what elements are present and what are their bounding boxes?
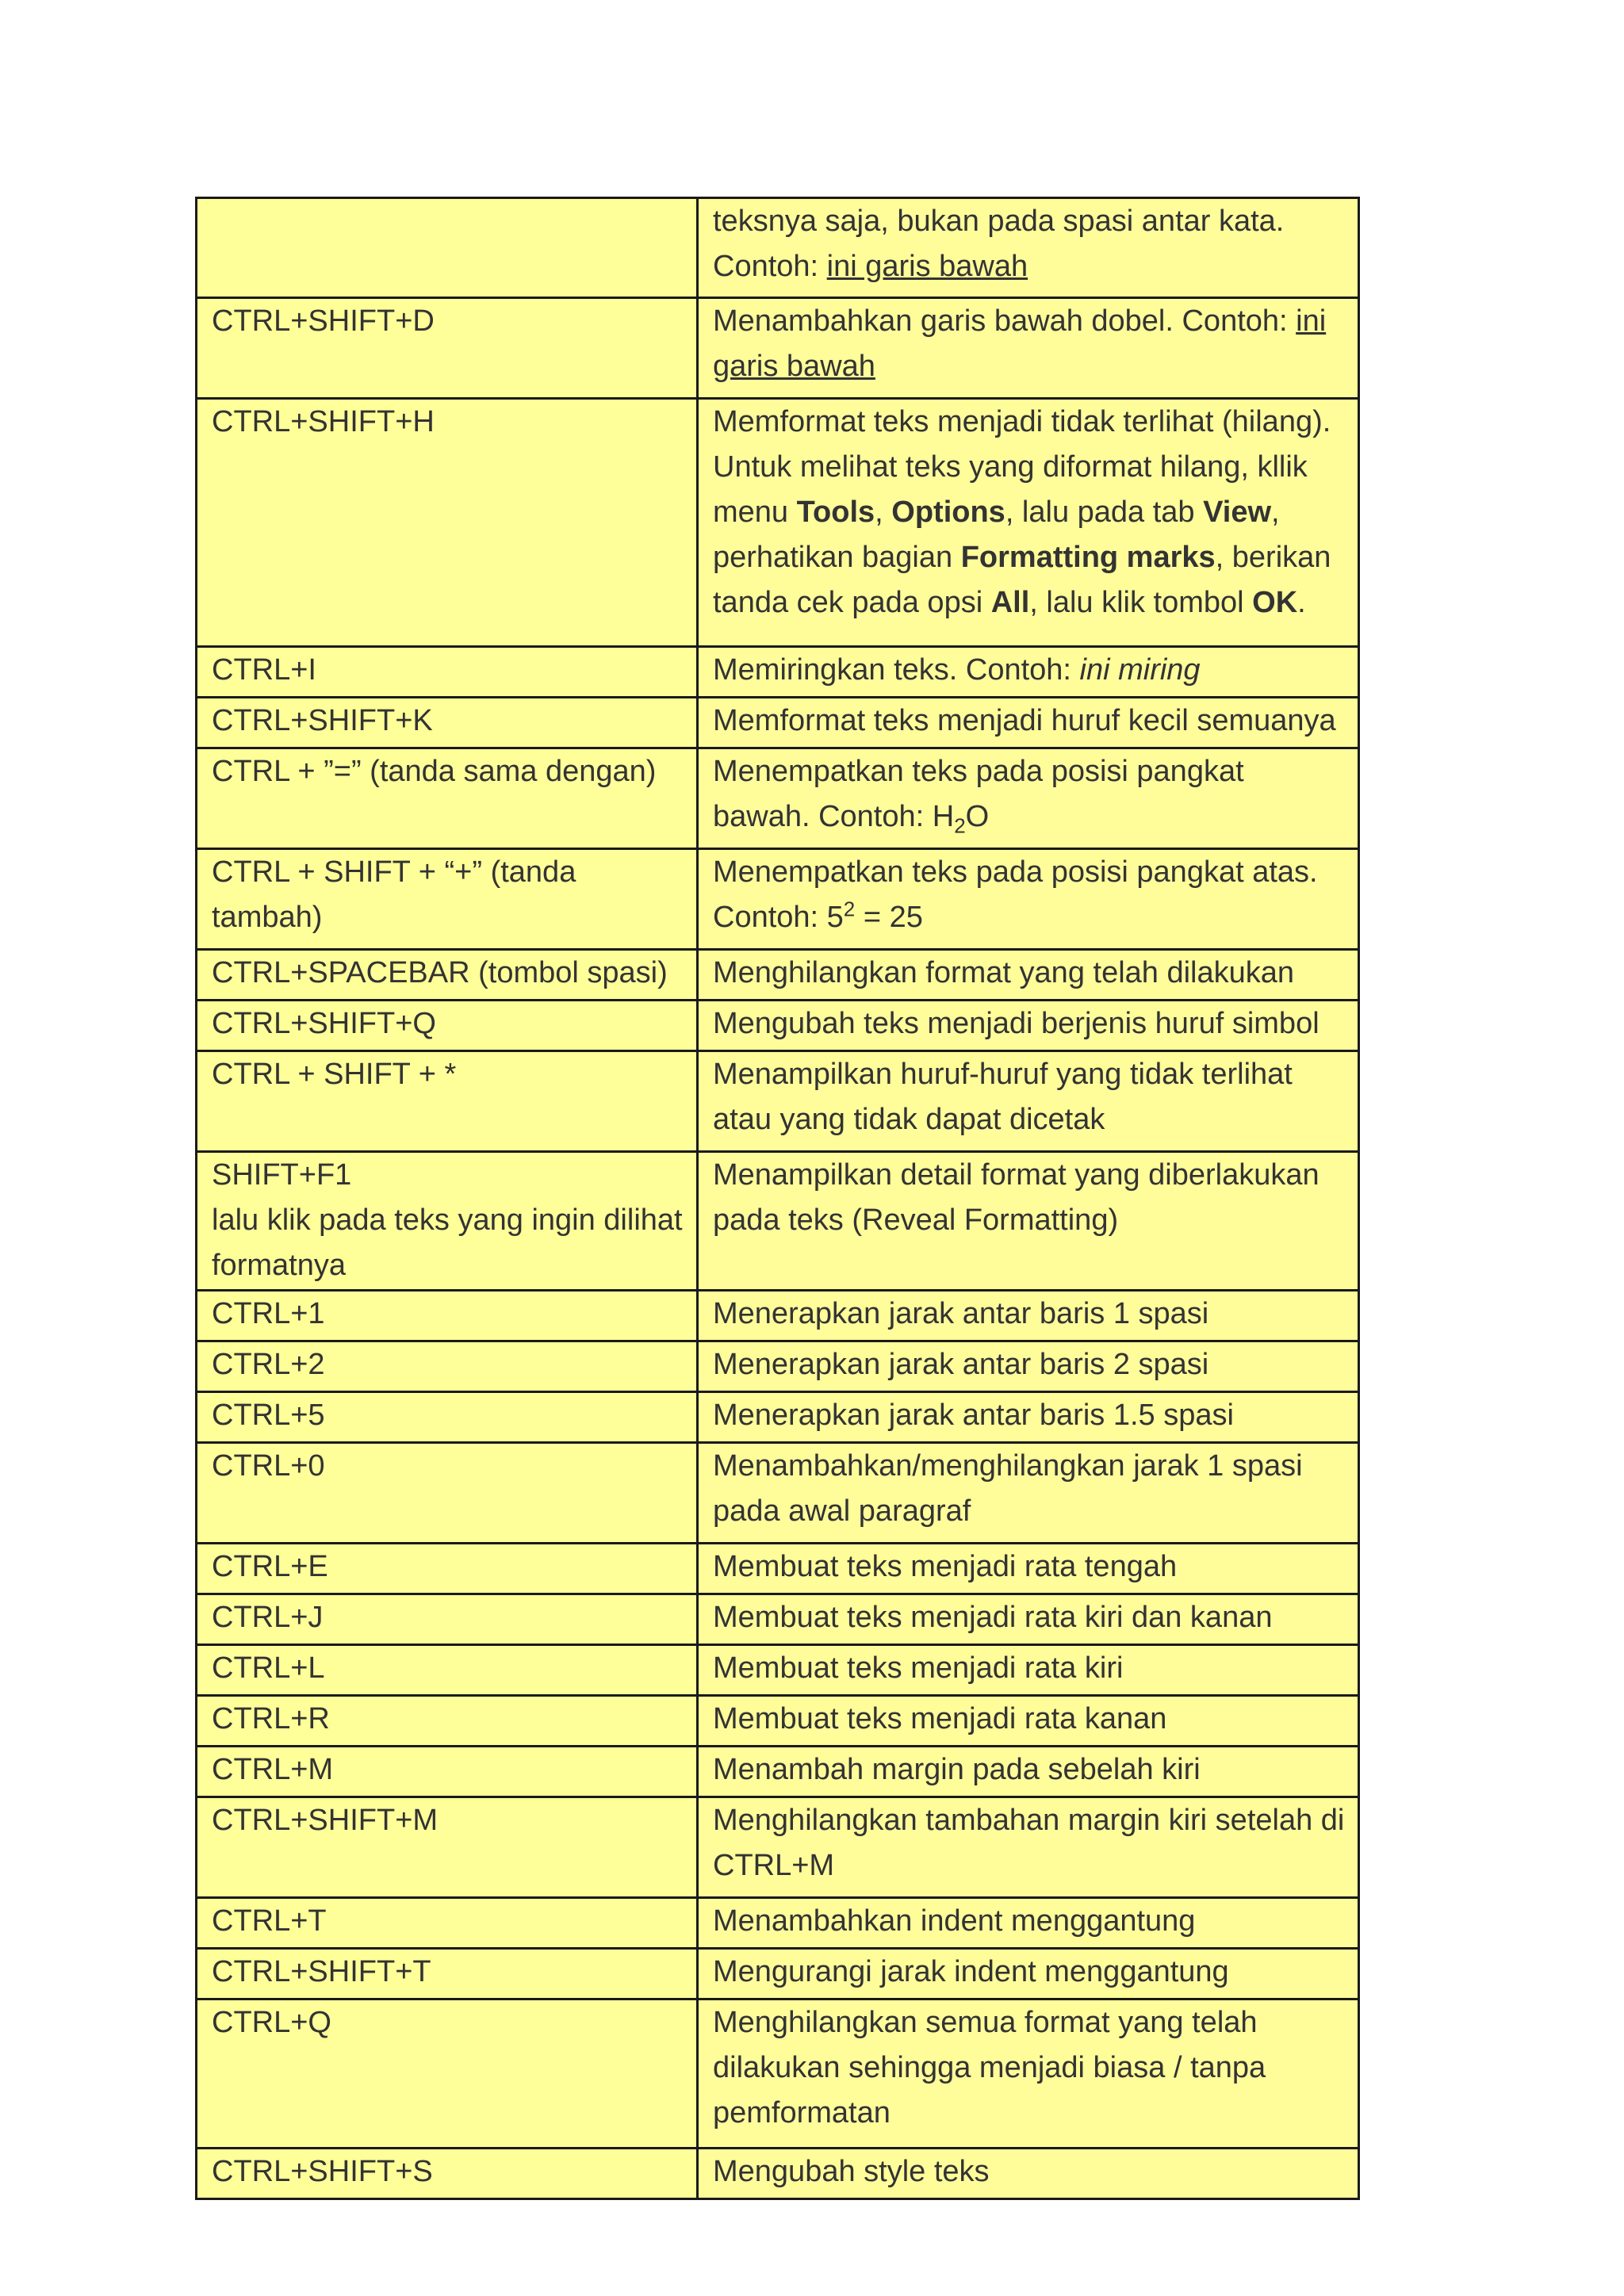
shortcut-description-cell [698,298,1359,399]
description-text: , [875,496,892,529]
table-row [197,849,1359,950]
table-row [197,1594,1359,1645]
description-text: Menempatkan teks pada posisi pangkat bawah. Contoh: H [713,755,1244,833]
shortcut-key-cell [197,1594,698,1645]
table-row [197,698,1359,748]
description-text: Memformat teks menjadi tidak terlihat (hilang). Untuk melihat teks yang diformat hilang, kllik menu [713,405,1331,529]
description-text: Menambahkan garis bawah dobel. Contoh: [713,304,1297,338]
description-text: Menghilangkan format yang telah dilakukan [713,956,1295,989]
shortcut-description-cell [698,1949,1359,1999]
description-text: , lalu klik tombol [1029,586,1253,619]
description-text: Menghilangkan semua format yang telah dilakukan sehingga menjadi biasa / tanpa pemformatan [713,2006,1266,2130]
description-text: Membuat teks menjadi rata kiri [713,1651,1124,1685]
shortcut-description-cell [698,1898,1359,1949]
bold-term: View [1203,496,1272,529]
shortcut-description-cell [698,1594,1359,1645]
shortcut-key-cell [197,1696,698,1747]
shortcut-description-cell [698,1747,1359,1797]
shortcut-key-cell [197,849,698,950]
bold-term: Options [891,496,1005,529]
shortcut-key: SHIFT+F1 [212,1158,352,1192]
table-row [197,298,1359,399]
shortcut-key-cell [197,950,698,1001]
shortcut-key-cell [197,1051,698,1152]
table-row [197,1544,1359,1594]
table-row [197,1392,1359,1443]
shortcut-key: CTRL+I [212,653,316,687]
underline-example: ini garis bawah [713,304,1327,383]
shortcut-description-cell [698,748,1359,849]
description-text: Menambahkan/menghilangkan jarak 1 spasi pada awal paragraf [713,1449,1303,1528]
script-digit: 2 [843,897,856,921]
shortcut-key-note: lalu klik pada teks yang ingin dilihat formatnya [212,1203,683,1282]
table-row [197,399,1359,647]
description-text: . [1297,586,1306,619]
shortcut-description-cell [698,1291,1359,1341]
description-text: , berikan tanda cek pada opsi [713,541,1331,619]
shortcut-key: CTRL+T [212,1904,327,1938]
description-text: Menambah margin pada sebelah kiri [713,1753,1201,1786]
shortcut-description-cell [698,399,1359,647]
shortcut-key: CTRL+SHIFT+S [212,2155,433,2188]
table-row [197,1645,1359,1696]
description-text: Menerapkan jarak antar baris 2 spasi [713,1348,1209,1381]
shortcut-key: CTRL+2 [212,1348,325,1381]
shortcut-key: CTRL+SPACEBAR (tombol spasi) [212,956,668,989]
shortcut-key: CTRL + SHIFT + * [212,1058,457,1091]
table-row [197,1999,1359,2149]
shortcut-key-cell [197,399,698,647]
shortcut-description-cell [698,1001,1359,1051]
description-text: Membuat teks menjadi rata kanan [713,1702,1167,1735]
shortcut-key: CTRL+5 [212,1399,325,1432]
shortcut-description-cell [698,1392,1359,1443]
shortcut-key: CTRL+SHIFT+K [212,704,433,737]
shortcut-description-cell [698,1443,1359,1544]
description-text: Memiringkan teks. Contoh: [713,653,1080,687]
shortcut-key: CTRL+1 [212,1297,325,1330]
table-row [197,1949,1359,1999]
table-row [197,1051,1359,1152]
shortcut-key-cell [197,1152,698,1291]
table-row [197,748,1359,849]
table-row [197,1291,1359,1341]
shortcut-key: CTRL+SHIFT+D [212,304,435,338]
bold-term: OK [1252,586,1298,619]
description-text: Menerapkan jarak antar baris 1.5 spasi [713,1399,1234,1432]
shortcut-description-cell [698,950,1359,1001]
shortcut-key-cell [197,2149,698,2199]
shortcut-key-cell [197,1645,698,1696]
description-text: O [965,800,990,833]
shortcut-key: CTRL+R [212,1702,330,1735]
description-text: Menampilkan detail format yang diberlakukan pada teks (Reveal Formatting) [713,1158,1320,1237]
shortcut-key-cell [197,1544,698,1594]
shortcut-key: CTRL + SHIFT + “+” (tanda tambah) [212,855,576,934]
shortcut-key: CTRL+SHIFT+Q [212,1007,436,1040]
table-row [197,1696,1359,1747]
shortcut-key-cell [197,1341,698,1392]
shortcut-description-cell [698,849,1359,950]
description-text: Membuat teks menjadi rata kiri dan kanan [713,1601,1273,1634]
table-row [197,647,1359,698]
table-row [197,2149,1359,2199]
table-row [197,950,1359,1001]
description-text: Menempatkan teks pada posisi pangkat atas. Contoh: 5 [713,855,1318,934]
shortcut-description-cell [698,1696,1359,1747]
table-row [197,1152,1359,1291]
table-row [197,1001,1359,1051]
table-row [197,1443,1359,1544]
shortcut-key: CTRL+E [212,1550,328,1583]
shortcut-key-cell [197,1001,698,1051]
shortcut-key-cell [197,1898,698,1949]
shortcut-key: CTRL + ”=” (tanda sama dengan) [212,755,657,788]
description-text: Memformat teks menjadi huruf kecil semuanya [713,704,1336,737]
shortcut-description-cell [698,647,1359,698]
shortcut-key: CTRL+M [212,1753,334,1786]
shortcut-key: CTRL+L [212,1651,325,1685]
table-row [197,1747,1359,1797]
description-text: , perhatikan bagian [713,496,1280,574]
description-text: teksnya saja, bukan pada spasi antar kata. Contoh: [713,205,1285,283]
description-text: Menerapkan jarak antar baris 1 spasi [713,1297,1209,1330]
shortcut-key-cell [197,1291,698,1341]
description-text: = 25 [855,901,923,934]
description-text: Menampilkan huruf-huruf yang tidak terlihat atau yang tidak dapat dicetak [713,1058,1293,1136]
shortcut-description-cell [698,1152,1359,1291]
description-text: Menambahkan indent menggantung [713,1904,1196,1938]
shortcut-key-cell [197,1999,698,2149]
description-text: Mengubah teks menjadi berjenis huruf simbol [713,1007,1320,1040]
shortcut-key: CTRL+SHIFT+H [212,405,435,438]
shortcut-key-cell [197,298,698,399]
italic-example: ini miring [1079,653,1201,687]
shortcut-description-cell [698,1051,1359,1152]
shortcut-description-cell [698,2149,1359,2199]
bold-term: Tools [796,496,875,529]
shortcut-description-cell [698,698,1359,748]
bold-term: All [990,586,1030,619]
shortcut-key-cell [197,1747,698,1797]
description-text: Mengurangi jarak indent menggantung [713,1955,1229,1988]
shortcut-key: CTRL+0 [212,1449,325,1483]
shortcut-key: CTRL+J [212,1601,324,1634]
shortcut-key-cell [197,698,698,748]
bold-term: Formatting marks [960,541,1216,574]
table-row [197,1898,1359,1949]
shortcut-key-cell [197,748,698,849]
shortcut-description-cell [698,1645,1359,1696]
description-text: Membuat teks menjadi rata tengah [713,1550,1178,1583]
shortcut-key-cell [197,1443,698,1544]
table-row [197,1797,1359,1898]
shortcut-description-cell [698,1797,1359,1898]
shortcut-key-cell [197,1797,698,1898]
description-text: , lalu pada tab [1005,496,1204,529]
shortcut-description-cell [698,1341,1359,1392]
shortcut-key-cell [197,198,698,298]
shortcut-description-cell [698,1999,1359,2149]
shortcut-key-cell [197,1392,698,1443]
shortcut-table-body [197,198,1359,2199]
table-row [197,1341,1359,1392]
shortcut-key: CTRL+SHIFT+M [212,1804,439,1837]
shortcut-table [195,197,1360,2200]
shortcut-key-cell [197,1949,698,1999]
shortcut-key: CTRL+SHIFT+T [212,1955,431,1988]
description-text: Menghilangkan tambahan margin kiri setelah di CTRL+M [713,1804,1345,1882]
shortcut-key-cell [197,647,698,698]
description-text: Mengubah style teks [713,2155,990,2188]
script-digit: 2 [954,813,966,838]
shortcut-description-cell [698,1544,1359,1594]
underline-example: ini garis bawah [826,250,1028,283]
shortcut-description-cell [698,198,1359,298]
table-row [197,198,1359,298]
shortcut-key: CTRL+Q [212,2006,331,2039]
